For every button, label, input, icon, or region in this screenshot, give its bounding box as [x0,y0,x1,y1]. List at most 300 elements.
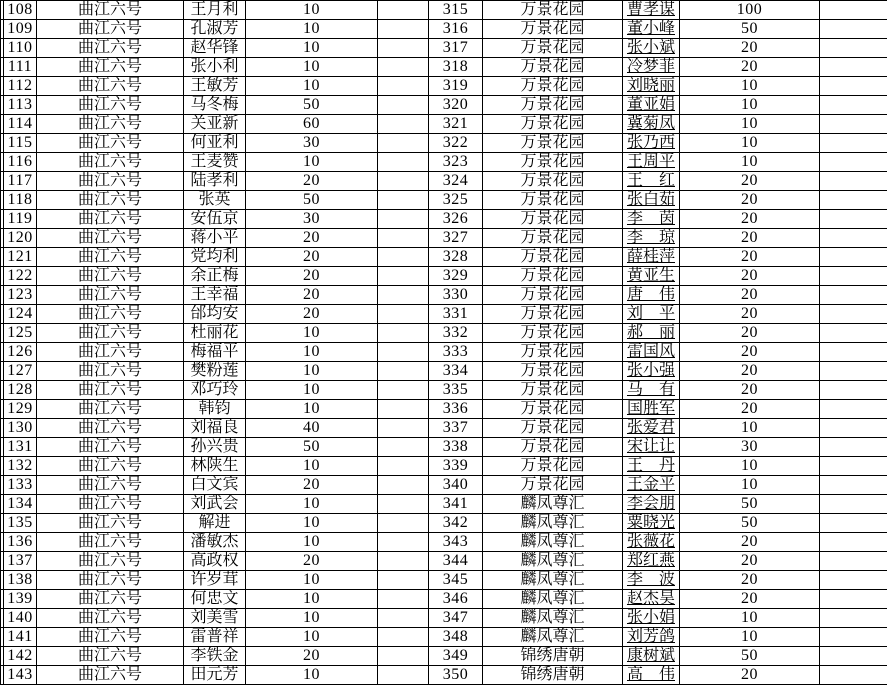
table-row [1,438,887,457]
person-name-right: 粟晓光 [623,514,680,533]
amount-left: 20 [246,172,378,191]
person-name-left: 何亚利 [184,134,246,153]
person-name-left: 王麦赞 [184,153,246,172]
table-row [1,58,887,77]
amount-left: 20 [246,229,378,248]
row-number-right: 348 [429,628,483,647]
empty-middle-cell [378,191,429,210]
empty-right-cell [820,324,887,343]
community-name-right: 万景花园 [483,324,623,343]
table-row [1,590,887,609]
table-row [1,533,887,552]
amount-right: 20 [680,286,820,305]
person-name-left: 何忠文 [184,590,246,609]
community-name-right: 万景花园 [483,305,623,324]
empty-middle-cell [378,343,429,362]
row-number-left: 128 [4,381,37,400]
community-name-right: 万景花园 [483,400,623,419]
empty-right-cell [820,400,887,419]
empty-middle-cell [378,77,429,96]
empty-right-cell [820,457,887,476]
row-number-left: 131 [4,438,37,457]
row-number-right: 337 [429,419,483,438]
community-name-left: 曲江六号 [37,552,184,571]
community-name-right: 万景花园 [483,39,623,58]
empty-right-cell [820,552,887,571]
person-name-left: 林陕生 [184,457,246,476]
person-name-left: 关亚新 [184,115,246,134]
person-name-left: 余正梅 [184,267,246,286]
empty-right-cell [820,381,887,400]
person-name-left: 马冬梅 [184,96,246,115]
person-name-right: 刘 平 [623,305,680,324]
amount-left: 30 [246,134,378,153]
person-name-right: 王 红 [623,172,680,191]
community-name-left: 曲江六号 [37,495,184,514]
person-name-left: 安伍京 [184,210,246,229]
row-number-right: 342 [429,514,483,533]
row-number-left: 134 [4,495,37,514]
row-number-right: 327 [429,229,483,248]
person-name-left: 高政权 [184,552,246,571]
table-row [1,134,887,153]
amount-right: 20 [680,172,820,191]
amount-left: 10 [246,514,378,533]
community-name-right: 万景花园 [483,476,623,495]
table-row [1,609,887,628]
community-name-right: 万景花园 [483,381,623,400]
table-row [1,96,887,115]
empty-middle-cell [378,153,429,172]
amount-left: 10 [246,533,378,552]
amount-right: 10 [680,419,820,438]
community-name-left: 曲江六号 [37,476,184,495]
person-name-left: 党均利 [184,248,246,267]
row-number-right: 350 [429,666,483,685]
row-number-left: 143 [4,666,37,685]
person-name-right: 张小强 [623,362,680,381]
amount-left: 20 [246,248,378,267]
amount-right: 10 [680,457,820,476]
row-number-right: 344 [429,552,483,571]
row-number-right: 320 [429,96,483,115]
community-name-left: 曲江六号 [37,514,184,533]
table-row [1,457,887,476]
row-number-right: 335 [429,381,483,400]
empty-middle-cell [378,533,429,552]
table-row [1,229,887,248]
empty-right-cell [820,419,887,438]
person-name-left: 杜丽花 [184,324,246,343]
amount-left: 10 [246,571,378,590]
amount-right: 10 [680,153,820,172]
amount-right: 20 [680,381,820,400]
row-number-left: 119 [4,210,37,229]
row-number-left: 124 [4,305,37,324]
table-row [1,248,887,267]
row-number-right: 334 [429,362,483,381]
amount-left: 20 [246,305,378,324]
empty-right-cell [820,628,887,647]
community-name-left: 曲江六号 [37,305,184,324]
row-number-left: 125 [4,324,37,343]
community-name-left: 曲江六号 [37,400,184,419]
amount-left: 20 [246,267,378,286]
amount-left: 50 [246,191,378,210]
empty-middle-cell [378,20,429,39]
row-number-left: 139 [4,590,37,609]
table-row [1,210,887,229]
amount-left: 50 [246,438,378,457]
community-name-left: 曲江六号 [37,134,184,153]
empty-middle-cell [378,381,429,400]
empty-right-cell [820,77,887,96]
empty-middle-cell [378,362,429,381]
community-name-left: 曲江六号 [37,153,184,172]
empty-middle-cell [378,134,429,153]
person-name-right: 黄亚生 [623,267,680,286]
row-number-left: 141 [4,628,37,647]
amount-right: 20 [680,552,820,571]
community-name-right: 麟凤尊汇 [483,628,623,647]
amount-left: 10 [246,58,378,77]
community-name-left: 曲江六号 [37,58,184,77]
amount-left: 20 [246,647,378,666]
empty-middle-cell [378,172,429,191]
empty-right-cell [820,210,887,229]
community-name-right: 万景花园 [483,172,623,191]
community-name-left: 曲江六号 [37,267,184,286]
person-name-left: 赵华锋 [184,39,246,58]
empty-right-cell [820,609,887,628]
amount-left: 10 [246,20,378,39]
row-number-left: 130 [4,419,37,438]
person-name-right: 郑红燕 [623,552,680,571]
amount-right: 50 [680,20,820,39]
amount-right: 20 [680,210,820,229]
person-name-right: 薛桂萍 [623,248,680,267]
amount-right: 10 [680,628,820,647]
empty-middle-cell [378,58,429,77]
community-name-right: 麟凤尊汇 [483,552,623,571]
table-row [1,20,887,39]
community-name-left: 曲江六号 [37,362,184,381]
amount-right: 20 [680,533,820,552]
row-number-right: 347 [429,609,483,628]
community-name-right: 锦绣唐朝 [483,666,623,685]
community-name-right: 万景花园 [483,77,623,96]
community-name-left: 曲江六号 [37,172,184,191]
row-number-right: 340 [429,476,483,495]
person-name-right: 冷梦菲 [623,58,680,77]
person-name-right: 康树斌 [623,647,680,666]
empty-middle-cell [378,419,429,438]
empty-right-cell [820,305,887,324]
empty-right-cell [820,476,887,495]
community-name-left: 曲江六号 [37,191,184,210]
person-name-right: 李会朋 [623,495,680,514]
row-number-left: 135 [4,514,37,533]
community-name-right: 锦绣唐朝 [483,647,623,666]
community-name-right: 万景花园 [483,419,623,438]
table-row [1,1,887,20]
community-name-left: 曲江六号 [37,419,184,438]
row-number-right: 316 [429,20,483,39]
amount-left: 40 [246,419,378,438]
community-name-right: 万景花园 [483,286,623,305]
empty-right-cell [820,267,887,286]
empty-middle-cell [378,514,429,533]
community-name-right: 万景花园 [483,115,623,134]
community-name-left: 曲江六号 [37,647,184,666]
person-name-right: 冀菊凤 [623,115,680,134]
amount-left: 50 [246,96,378,115]
row-number-left: 123 [4,286,37,305]
community-name-left: 曲江六号 [37,210,184,229]
amount-right: 20 [680,267,820,286]
empty-right-cell [820,647,887,666]
row-number-right: 324 [429,172,483,191]
row-number-left: 136 [4,533,37,552]
row-number-left: 129 [4,400,37,419]
community-name-right: 万景花园 [483,96,623,115]
community-name-left: 曲江六号 [37,324,184,343]
person-name-right: 张薇花 [623,533,680,552]
empty-middle-cell [378,457,429,476]
table-row [1,647,887,666]
row-number-right: 328 [429,248,483,267]
amount-left: 10 [246,362,378,381]
empty-right-cell [820,533,887,552]
community-name-right: 万景花园 [483,210,623,229]
amount-left: 10 [246,381,378,400]
community-name-right: 万景花园 [483,153,623,172]
table-row [1,343,887,362]
amount-left: 20 [246,286,378,305]
row-number-right: 338 [429,438,483,457]
amount-right: 30 [680,438,820,457]
row-number-left: 115 [4,134,37,153]
empty-middle-cell [378,286,429,305]
row-number-left: 110 [4,39,37,58]
amount-left: 10 [246,39,378,58]
community-name-left: 曲江六号 [37,39,184,58]
amount-right: 20 [680,39,820,58]
amount-left: 10 [246,1,378,20]
person-name-left: 潘敏杰 [184,533,246,552]
amount-right: 20 [680,324,820,343]
empty-right-cell [820,514,887,533]
person-name-right: 国胜军 [623,400,680,419]
empty-middle-cell [378,476,429,495]
amount-right: 20 [680,229,820,248]
row-number-right: 331 [429,305,483,324]
empty-middle-cell [378,324,429,343]
empty-right-cell [820,571,887,590]
person-name-left: 王月利 [184,1,246,20]
row-number-left: 116 [4,153,37,172]
table-row [1,381,887,400]
empty-right-cell [820,96,887,115]
row-number-right: 332 [429,324,483,343]
person-name-left: 韩钧 [184,400,246,419]
amount-right: 20 [680,362,820,381]
empty-right-cell [820,438,887,457]
amount-right: 50 [680,495,820,514]
row-number-left: 112 [4,77,37,96]
person-name-right: 董小峰 [623,20,680,39]
empty-middle-cell [378,1,429,20]
amount-left: 10 [246,609,378,628]
row-number-right: 333 [429,343,483,362]
community-name-left: 曲江六号 [37,115,184,134]
person-name-right: 李 波 [623,571,680,590]
amount-left: 10 [246,153,378,172]
row-number-left: 121 [4,248,37,267]
amount-right: 20 [680,191,820,210]
community-name-left: 曲江六号 [37,438,184,457]
empty-middle-cell [378,438,429,457]
community-name-right: 万景花园 [483,267,623,286]
community-name-right: 万景花园 [483,229,623,248]
table-row [1,191,887,210]
row-number-left: 113 [4,96,37,115]
person-name-right: 张小娟 [623,609,680,628]
person-name-right: 唐 伟 [623,286,680,305]
empty-middle-cell [378,305,429,324]
community-name-left: 曲江六号 [37,590,184,609]
person-name-right: 董亚娟 [623,96,680,115]
person-name-right: 刘芳鸽 [623,628,680,647]
community-name-right: 万景花园 [483,58,623,77]
row-number-left: 109 [4,20,37,39]
person-name-right: 李 茵 [623,210,680,229]
person-name-left: 邓巧玲 [184,381,246,400]
row-number-left: 142 [4,647,37,666]
amount-right: 20 [680,305,820,324]
row-number-left: 126 [4,343,37,362]
empty-right-cell [820,153,887,172]
community-name-right: 万景花园 [483,134,623,153]
row-number-right: 345 [429,571,483,590]
empty-middle-cell [378,609,429,628]
empty-middle-cell [378,666,429,685]
person-name-left: 孔淑芳 [184,20,246,39]
row-number-right: 343 [429,533,483,552]
person-name-left: 雷普祥 [184,628,246,647]
person-name-right: 刘晓丽 [623,77,680,96]
person-name-right: 高 伟 [623,666,680,685]
row-number-left: 117 [4,172,37,191]
table-row [1,514,887,533]
table-row [1,476,887,495]
person-name-left: 梅福平 [184,343,246,362]
row-number-right: 321 [429,115,483,134]
empty-right-cell [820,666,887,685]
table-row [1,495,887,514]
amount-right: 20 [680,58,820,77]
empty-right-cell [820,39,887,58]
table-row [1,267,887,286]
community-name-right: 麟凤尊汇 [483,514,623,533]
amount-left: 20 [246,476,378,495]
person-name-right: 张爱君 [623,419,680,438]
amount-left: 10 [246,77,378,96]
amount-right: 20 [680,590,820,609]
community-name-right: 麟凤尊汇 [483,495,623,514]
community-name-right: 麟凤尊汇 [483,590,623,609]
table-row [1,628,887,647]
row-number-right: 319 [429,77,483,96]
row-number-left: 118 [4,191,37,210]
amount-right: 10 [680,134,820,153]
person-name-right: 王周平 [623,153,680,172]
empty-right-cell [820,191,887,210]
amount-left: 10 [246,457,378,476]
person-name-right: 李 琼 [623,229,680,248]
empty-right-cell [820,286,887,305]
row-number-right: 346 [429,590,483,609]
person-name-left: 陆孝利 [184,172,246,191]
person-name-right: 宋让让 [623,438,680,457]
empty-middle-cell [378,400,429,419]
table-row [1,153,887,172]
table-row [1,172,887,191]
amount-right: 20 [680,666,820,685]
amount-left: 10 [246,495,378,514]
amount-right: 20 [680,571,820,590]
table-row [1,419,887,438]
person-name-right: 马 有 [623,381,680,400]
community-name-left: 曲江六号 [37,533,184,552]
community-name-right: 万景花园 [483,1,623,20]
person-name-left: 刘武会 [184,495,246,514]
person-name-left: 刘美雪 [184,609,246,628]
empty-middle-cell [378,495,429,514]
amount-right: 10 [680,476,820,495]
person-name-right: 王金平 [623,476,680,495]
community-name-left: 曲江六号 [37,381,184,400]
row-number-right: 336 [429,400,483,419]
table-row [1,77,887,96]
row-number-left: 138 [4,571,37,590]
community-name-right: 麟凤尊汇 [483,609,623,628]
empty-middle-cell [378,39,429,58]
community-name-left: 曲江六号 [37,96,184,115]
amount-left: 10 [246,343,378,362]
community-name-left: 曲江六号 [37,609,184,628]
amount-right: 10 [680,77,820,96]
row-number-left: 140 [4,609,37,628]
community-name-right: 万景花园 [483,20,623,39]
community-name-left: 曲江六号 [37,77,184,96]
amount-right: 20 [680,248,820,267]
empty-right-cell [820,134,887,153]
row-number-right: 329 [429,267,483,286]
amount-right: 10 [680,115,820,134]
community-name-left: 曲江六号 [37,343,184,362]
empty-right-cell [820,590,887,609]
empty-middle-cell [378,115,429,134]
empty-middle-cell [378,647,429,666]
row-number-right: 322 [429,134,483,153]
table-row [1,362,887,381]
person-name-right: 赵杰昊 [623,590,680,609]
empty-middle-cell [378,248,429,267]
person-name-right: 张白茹 [623,191,680,210]
person-name-right: 张小斌 [623,39,680,58]
person-name-left: 白文宾 [184,476,246,495]
